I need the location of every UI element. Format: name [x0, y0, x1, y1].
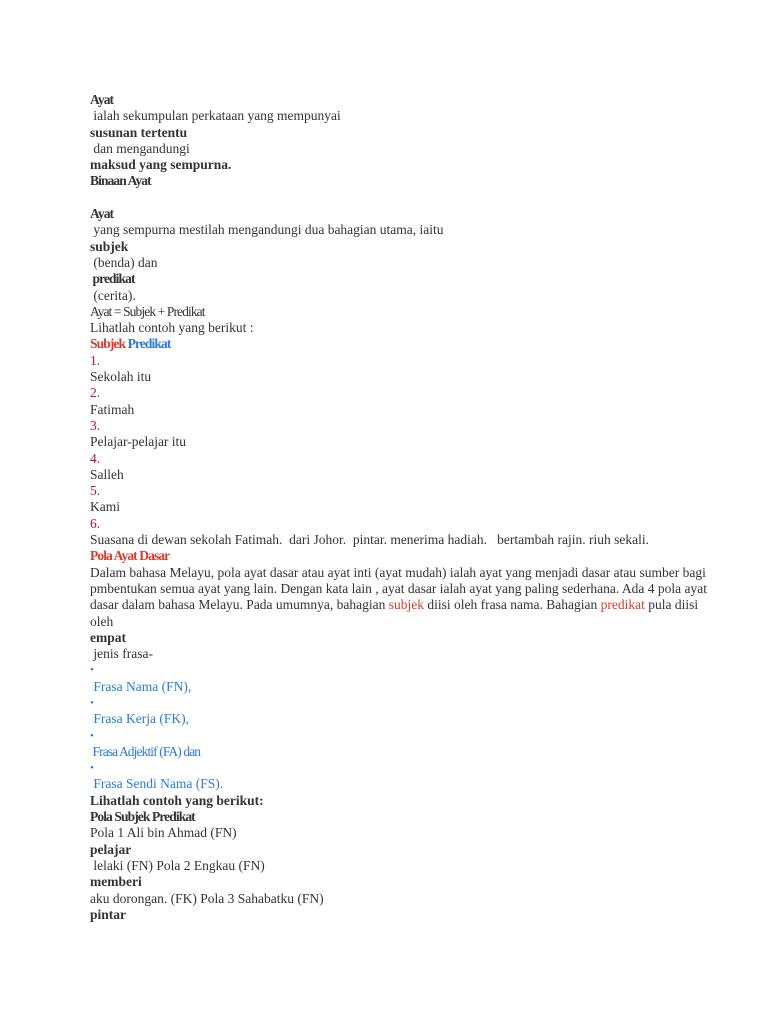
paragraph-text: Dalam bahasa Melayu, pola ayat dasar atau ayat inti (ayat mudah) ialah ayat yang menjadi dasar atau sumber bagi pmbentukan semua ayat yang lain. Dengan kata lain , ayat dasar ialah ayat yang paling sederhana. Ada 4 pola ayat dasar dalam bahasa Melayu. Pada umumnya, bahagian [90, 564, 708, 613]
formula-line: Ayat = Subjek + Predikat [90, 303, 205, 319]
header-predikat: Predikat [127, 336, 171, 352]
paragraph-text: diisi oleh frasa nama. Bahagian [424, 597, 601, 613]
heading-ayat: Ayat [90, 92, 114, 107]
example-text: Suasana di dewan sekolah Fatimah. dari Johor. pintar. menerima hadiah. bertambah rajin. riuh sekali. [90, 532, 649, 548]
term-subjek: subjek [388, 597, 425, 613]
example-number: 4. [90, 450, 101, 466]
bold-term-empat: empat [90, 629, 126, 645]
example-number: 1. [90, 352, 101, 368]
bold-term: pelajar [90, 841, 132, 857]
example-number: 6. [90, 515, 101, 531]
text-line: ialah sekumpulan perkataan yang mempunyai [90, 108, 341, 124]
header-subjek: Subjek [90, 336, 126, 352]
text-line: dan mengandungi [90, 140, 190, 156]
bold-term-predikat: predikat [90, 271, 135, 287]
example-text: Kami [90, 499, 120, 515]
heading-pola-subjek-predikat: Pola Subjek Predikat [90, 809, 195, 825]
example-number: 3. [90, 417, 101, 433]
bullet-icon: • [90, 664, 94, 677]
heading-ayat-2: Ayat [90, 206, 114, 222]
text-line: jenis frasa- [90, 646, 153, 662]
example-number: 5. [90, 483, 101, 499]
text-line: lelaki (FN) Pola 2 Engkau (FN) [90, 857, 265, 873]
example-number: 2. [90, 385, 101, 401]
text-line: (cerita). [90, 287, 136, 303]
example-text: Salleh [90, 466, 124, 482]
heading-pola-ayat-dasar: Pola Ayat Dasar [90, 548, 170, 564]
frasa-item: Frasa Adjektif (FA) dan [90, 743, 201, 759]
bold-term-subjek: subjek [90, 238, 129, 254]
frasa-item: Frasa Sendi Nama (FS). [90, 776, 224, 792]
bold-term: memberi [90, 874, 142, 890]
frasa-item: Frasa Nama (FN), [90, 678, 192, 694]
text-line: Lihatlah contoh yang berikut : [90, 320, 254, 336]
bullet-icon: • [90, 762, 94, 775]
bold-term: maksud yang sempurna. [90, 157, 232, 173]
term-predikat: predikat [600, 597, 645, 613]
example-text: Sekolah itu [90, 369, 152, 385]
bold-term: susunan tertentu [90, 124, 188, 140]
bullet-icon: • [90, 696, 94, 709]
pola-paragraph [90, 565, 710, 630]
heading-binaan-ayat: Binaan Ayat [90, 173, 151, 189]
example-header [90, 336, 710, 352]
bold-term: pintar [90, 906, 127, 922]
paragraph-text: pula diisi oleh [90, 597, 699, 629]
document-body [90, 92, 710, 923]
frasa-item: Frasa Kerja (FK), [90, 711, 189, 727]
text-line: (benda) dan [90, 254, 158, 270]
example-text: Fatimah [90, 401, 135, 417]
bold-line: Lihatlah contoh yang berikut: [90, 792, 264, 808]
text-line: aku dorongan. (FK) Pola 3 Sahabatku (FN) [90, 890, 324, 906]
bullet-icon: • [90, 729, 94, 742]
text-line: Pola 1 Ali bin Ahmad (FN) [90, 825, 237, 841]
example-text: Pelajar-pelajar itu [90, 434, 187, 450]
spacer [90, 190, 710, 206]
text-line: yang sempurna mestilah mengandungi dua bahagian utama, iaitu [90, 222, 444, 238]
